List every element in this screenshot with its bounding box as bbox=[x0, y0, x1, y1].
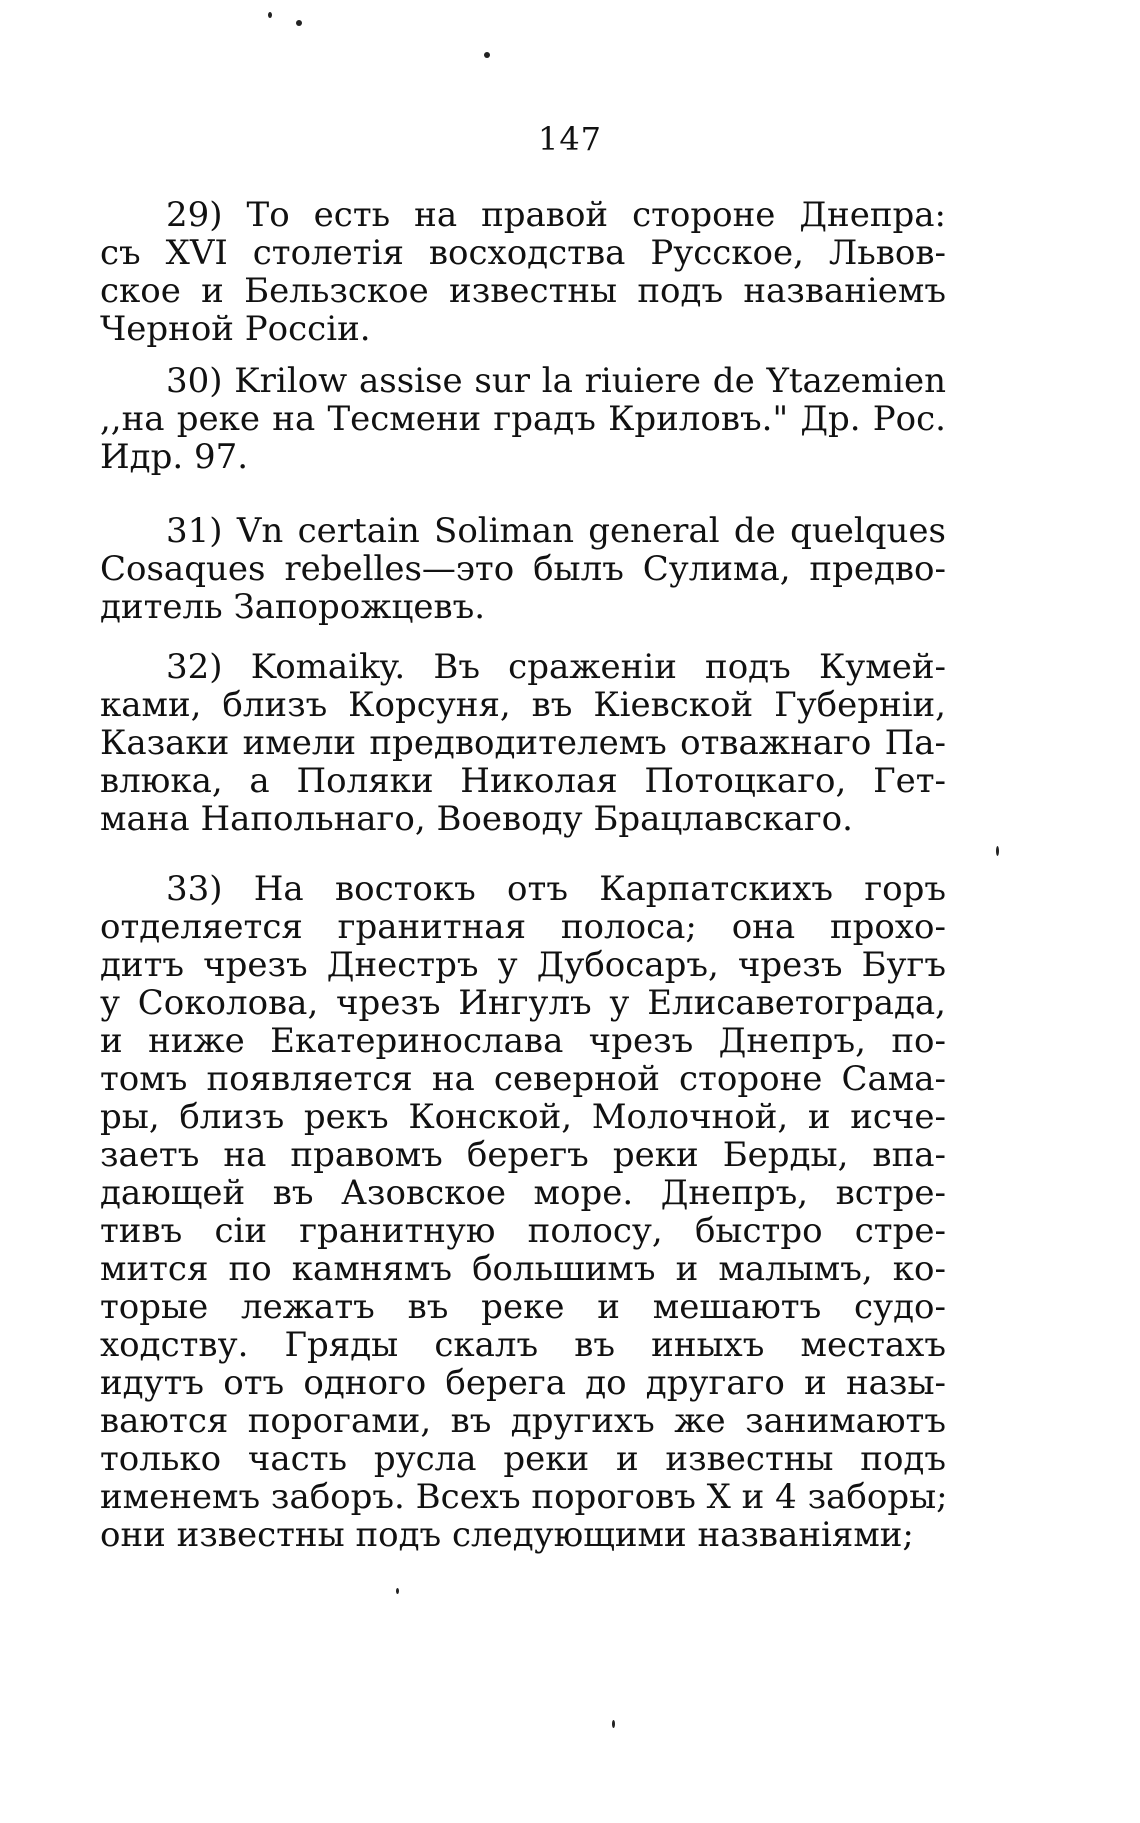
footnote-line: они известны подъ следующими названіями; bbox=[100, 1515, 914, 1555]
footnote-30 bbox=[100, 362, 946, 476]
footnote-line: у Соколова, чрезъ Ингулъ у Елисаветограда, bbox=[100, 983, 946, 1023]
footnote-line: томъ появляется на северной стороне Сама- bbox=[100, 1059, 946, 1099]
footnote-31 bbox=[100, 512, 946, 626]
footnote-line: только часть русла реки и известны подъ bbox=[100, 1439, 946, 1479]
scan-speck bbox=[296, 20, 302, 26]
footnote-line: 30) Krilow assise sur la riuiere de Ytazemien bbox=[166, 361, 946, 401]
footnote-line: съ XVI столетія восходства Русское, Львов- bbox=[100, 233, 946, 273]
footnote-line: идутъ отъ одного берега до другаго и назы- bbox=[100, 1363, 946, 1403]
footnote-line: тивъ сіи гранитную полосу, быстро стре- bbox=[100, 1211, 946, 1251]
footnote-line: мана Напольнаго, Воеводу Брацлавскаго. bbox=[100, 799, 853, 839]
scan-speck bbox=[484, 52, 490, 58]
footnote-line: дитель Запорожцевъ. bbox=[100, 587, 486, 627]
footnote-line: именемъ заборъ. Всехъ пороговъ X и 4 заборы; bbox=[100, 1477, 948, 1517]
footnote-line: отделяется гранитная полоса; она прохо- bbox=[100, 907, 946, 947]
footnote-line: ,,на реке на Тесмени градъ Криловъ." Др. Рос. bbox=[100, 399, 946, 439]
footnote-line: мится по камнямъ большимъ и малымъ, ко- bbox=[100, 1249, 946, 1289]
scan-speck bbox=[396, 1588, 399, 1594]
footnote-line: ское и Бельзское известны подъ названіемъ bbox=[100, 271, 946, 311]
footnote-line: ры, близъ рекъ Конской, Молочной, и исче- bbox=[100, 1097, 946, 1137]
footnote-33 bbox=[100, 870, 946, 1554]
footnote-line: 31) Vn certain Soliman general de quelques bbox=[166, 511, 946, 551]
footnote-line: 32) Komaiky. Въ сраженіи подъ Кумей- bbox=[166, 647, 946, 687]
footnote-line: дающей въ Азовское море. Днепръ, встре- bbox=[100, 1173, 946, 1213]
footnote-line: Cosaques rebelles—это былъ Сулима, предво- bbox=[100, 549, 946, 589]
scan-speck bbox=[268, 12, 272, 18]
footnote-line: 33) На востокъ отъ Карпатскихъ горъ bbox=[166, 869, 946, 909]
scan-speck bbox=[996, 846, 999, 856]
footnote-29 bbox=[100, 196, 946, 348]
scan-speck bbox=[612, 1720, 615, 1728]
footnote-line: заетъ на правомъ берегъ реки Берды, впа- bbox=[100, 1135, 946, 1175]
page-number: 147 bbox=[537, 120, 603, 158]
footnote-32 bbox=[100, 648, 946, 838]
footnote-line: дитъ чрезъ Днестръ у Дубосаръ, чрезъ Бугъ bbox=[100, 945, 946, 985]
footnote-line: влюка, а Поляки Николая Потоцкаго, Гет- bbox=[100, 761, 946, 801]
footnote-line: 29) То есть на правой стороне Днепра: bbox=[166, 195, 946, 235]
footnote-line: и ниже Екатеринослава чрезъ Днепръ, по- bbox=[100, 1021, 946, 1061]
footnote-line: торые лежатъ въ реке и мешаютъ судо- bbox=[100, 1287, 946, 1327]
footnote-line: ваются порогами, въ другихъ же занимаютъ bbox=[100, 1401, 946, 1441]
footnote-line: Казаки имели предводителемъ отважнаго Па- bbox=[100, 723, 946, 763]
footnote-line: Идр. 97. bbox=[100, 437, 249, 477]
footnote-line: ками, близъ Корсуня, въ Кіевской Губерніи, bbox=[100, 685, 946, 725]
footnote-line: Черной Россіи. bbox=[100, 309, 371, 349]
footnote-line: ходству. Гряды скалъ въ иныхъ местахъ bbox=[100, 1325, 946, 1365]
